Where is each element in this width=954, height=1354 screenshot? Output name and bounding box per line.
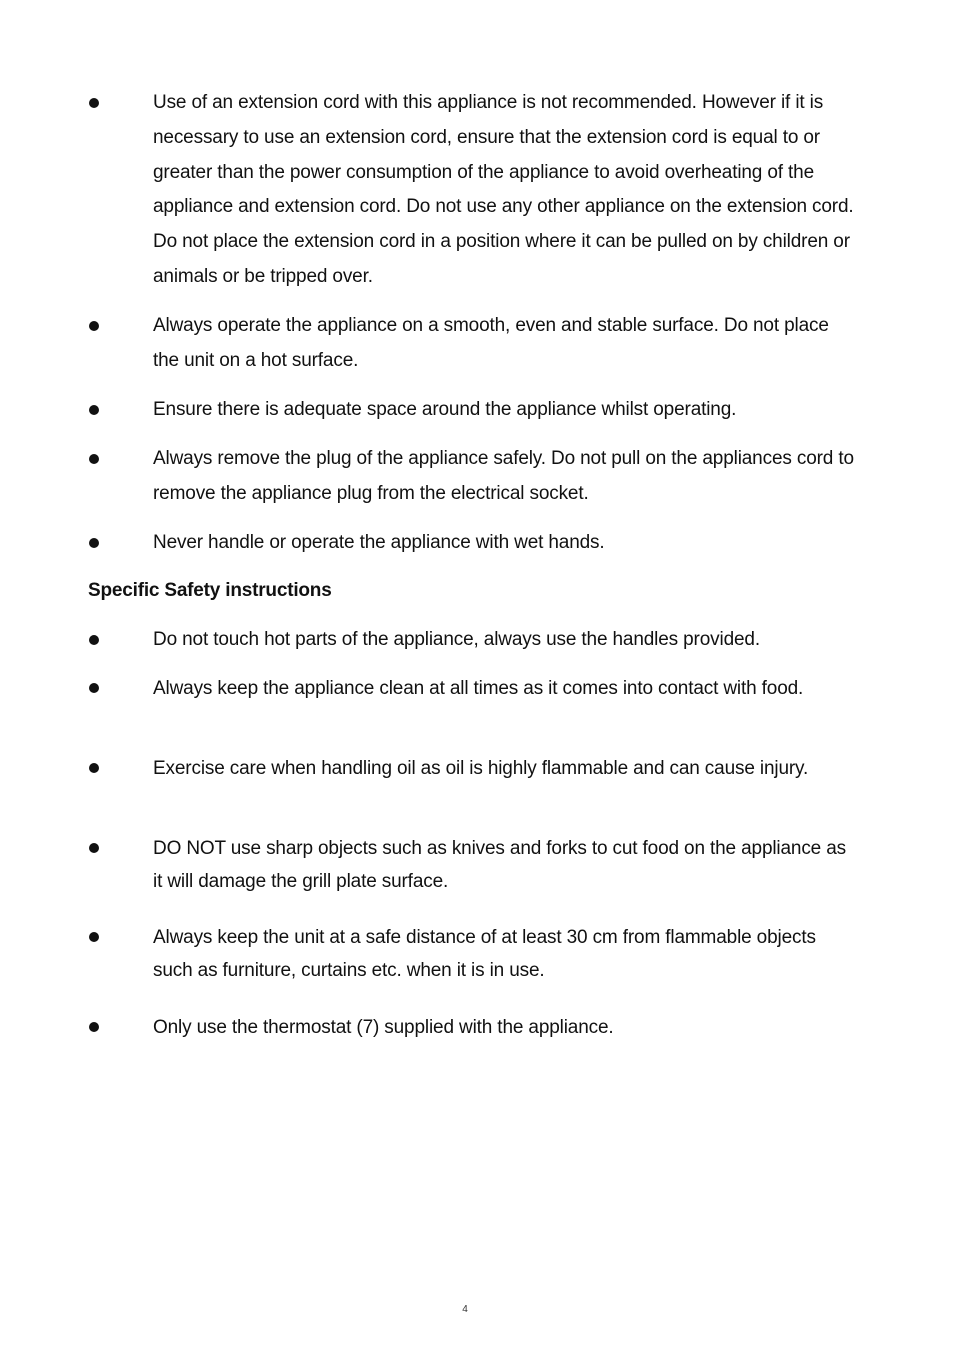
list-item-text: Always operate the appliance on a smooth, even and stable surface. Do not place the unit on a hot surface. [153,315,829,371]
bullet-icon [89,1022,99,1032]
bullet-icon [89,321,99,331]
list-item-text: Exercise care when handling oil as oil is highly flammable and can cause injury. [153,758,809,779]
list-item-text: Always keep the unit at a safe distance of at least 30 cm from flammable objects such as furniture, curtains etc. when it is in use. [153,927,816,981]
bullet-icon [89,843,99,853]
bullet-icon [89,932,99,942]
bullet-icon [89,454,99,464]
list-item-text: Only use the thermostat (7) supplied with the appliance. [153,1017,614,1038]
bullet-icon [89,635,99,645]
list-item-text: DO NOT use sharp objects such as knives and forks to cut food on the appliance as it will damage the grill plate surface. [153,838,846,892]
list-item-text: Always remove the plug of the appliance safely. Do not pull on the appliances cord to remove the appliance plug from the electrical socket. [153,448,854,504]
bullet-icon [89,538,99,548]
section-heading: Specific Safety instructions [88,580,332,601]
list-item-text: Never handle or operate the appliance with wet hands. [153,532,605,553]
bullet-icon [89,98,99,108]
bullet-icon [89,683,99,693]
list-item-text: Do not touch hot parts of the appliance, always use the handles provided. [153,629,760,650]
bullet-icon [89,763,99,773]
list-item-text: Ensure there is adequate space around the appliance whilst operating. [153,399,737,420]
list-item-text: Use of an extension cord with this appliance is not recommended. However if it is necessary to use an extension cord, ensure that the extension cord is equal to or greater than the power consumption of the appliance to avoid overheating of the appliance and extension cord. Do not use any other appliance on the extension cord. Do not place the extension cord in a position where it can be pulled on by children or animals or be tripped over. [153,92,854,287]
list-item-text: Always keep the appliance clean at all times as it comes into contact with food. [153,678,804,699]
page-number: 4 [462,1304,468,1315]
bullet-icon [89,405,99,415]
